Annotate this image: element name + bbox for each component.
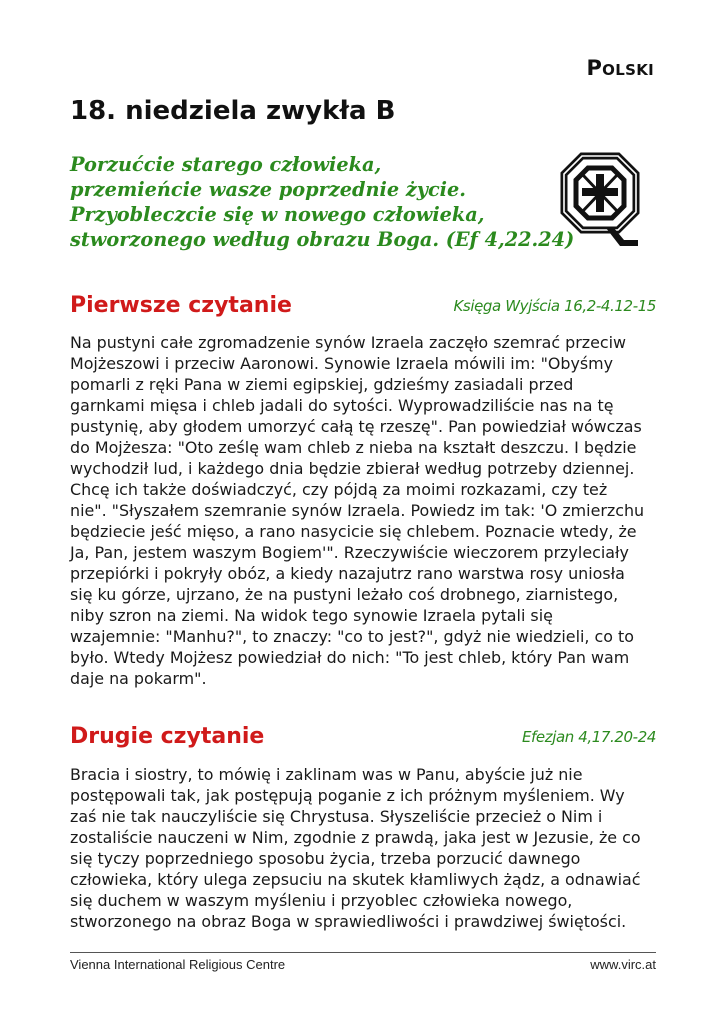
footer-website-link[interactable]: www.virc.at — [590, 957, 656, 972]
epigraph-quote — [70, 152, 575, 252]
first-reading-text — [70, 332, 670, 689]
second-reading-heading: Drugie czytanie — [70, 724, 265, 749]
text-line: stworzonego na obraz Boga w sprawiedliwości i prawdziwej świętości. — [70, 912, 627, 931]
text-line: pustynię, aby głodem umorzyć całą tę rzeszę". Pan powiedział wówczas — [70, 417, 642, 436]
text-line: Bracia i siostry, to mówię i zaklinam was w Panu, abyście już nie — [70, 765, 583, 784]
cross-seal-logo-icon — [560, 150, 640, 254]
text-line: człowieka, który ulega zepsuciu na skutek kłamliwych żądz, a odnawiać — [70, 870, 641, 889]
first-reading-reference: Księga Wyjścia 16,2-4.12-15 — [453, 297, 656, 315]
text-line: pomarli z ręki Pana w ziemi egipskiej, gdzieśmy zasiadali przed — [70, 375, 574, 394]
text-line: Ja, Pan, jestem waszym Bogiem'". Rzeczywiście wieczorem przyleciały — [70, 543, 629, 562]
text-line: wzajemnie: "Manhu?", to znaczy: "co to jest?", gdyż nie wiedzieli, co to — [70, 627, 634, 646]
page-title: 18. niedziela zwykła B — [70, 96, 396, 126]
text-line: do Mojżesza: "Oto ześlę wam chleb z nieba na kształt deszczu. I będzie — [70, 438, 637, 457]
second-reading-reference: Efezjan 4,17.20-24 — [521, 728, 656, 746]
text-line: zostaliście nauczeni w Nim, zgodnie z prawdą, jaka jest w Jezusie, że co — [70, 828, 641, 847]
text-line: się duchem w waszym myśleniu i przyoblec człowieka nowego, — [70, 891, 573, 910]
second-reading-text — [70, 764, 670, 932]
footer-divider — [70, 952, 656, 953]
text-line: garnkami mięsa i chleb jadali do sytości. Wyprowadziliście nas na tę — [70, 396, 614, 415]
text-line: się ku górze, ujrzano, że na pustyni leżało coś drobnego, ziarnistego, — [70, 585, 619, 604]
text-line: przepiórki i pokryły obóz, a kiedy nazajutrz rano warstwa rosy uniosła — [70, 564, 625, 583]
quote-line: Przyobleczcie się w nowego człowieka, — [70, 203, 485, 226]
quote-line: Porzućcie starego człowieka, — [70, 153, 382, 176]
text-line: Chcę ich także doświadczyć, czy pójdą za moimi rozkazami, czy też — [70, 480, 608, 499]
text-line: Na pustyni całe zgromadzenie synów Izraela zaczęło szemrać przeciw — [70, 333, 627, 352]
text-line: wychodził lud, i każdego dnia będzie zbierał według potrzeby dziennej. — [70, 459, 635, 478]
second-reading-header — [70, 719, 656, 749]
text-line: nie". "Słyszałem szemranie synów Izraela. Powiedz im tak: 'O zmierzchu — [70, 501, 645, 520]
text-line: postępowali tak, jak postępują poganie z ich próżnym myśleniem. Wy — [70, 786, 625, 805]
text-line: się tyczy poprzedniego sposobu życia, trzeba porzucić dawnego — [70, 849, 581, 868]
text-line: będziecie jeść mięso, a rano nasycicie się chlebem. Poznacie wtedy, że — [70, 522, 637, 541]
text-line: Mojżeszowi i przeciw Aaronowi. Synowie Izraela mówili im: "Obyśmy — [70, 354, 614, 373]
footer-organization: Vienna International Religious Centre — [70, 957, 286, 972]
text-line: niby szron na ziemi. Na widok tego synowie Izraela pytali się — [70, 606, 553, 625]
text-line: zaś nie tak nauczyliście się Chrystusa. Słyszeliście przecież o Nim i — [70, 807, 603, 826]
quote-line: stworzonego według obrazu Boga. (Ef 4,22.24) — [70, 228, 575, 251]
quote-line: przemieńcie wasze poprzednie życie. — [70, 178, 466, 201]
first-reading-heading: Pierwsze czytanie — [70, 293, 292, 318]
language-label: Polski — [586, 56, 654, 80]
first-reading-header — [70, 288, 656, 318]
text-line: daje na pokarm". — [70, 669, 207, 688]
text-line: było. Wtedy Mojżesz powiedział do nich: "To jest chleb, który Pan wam — [70, 648, 630, 667]
